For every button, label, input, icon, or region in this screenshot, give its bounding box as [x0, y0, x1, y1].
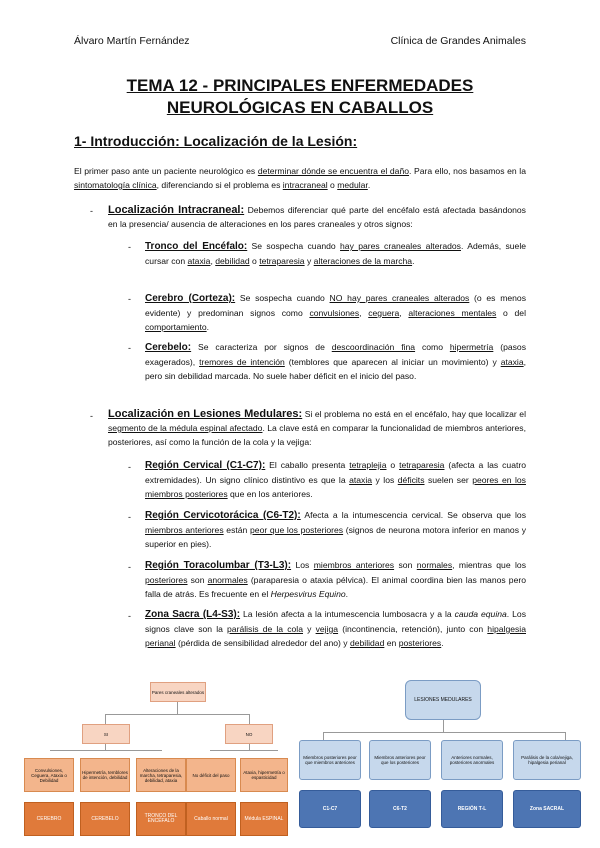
header-author: Álvaro Martín Fernández: [74, 35, 190, 47]
flow-root-box: Pares craneales alterados: [150, 682, 206, 702]
title-line-2: NEUROLÓGICAS EN CABALLOS: [166, 98, 434, 117]
intracranial-flowchart: [20, 672, 290, 842]
cervical-paragraph: Región Cervical (C1-C7): El caballo presenta tetraplejia o tetraparesia (afecta a las cuatro extremidades). Un signo clínico distintivo es que la ataxia y los déficits suelen ser peores en los miembros posteriores que en los anteriores.: [145, 460, 526, 499]
bullet-dash: -: [128, 462, 131, 472]
cervicothoracic-paragraph: Región Cervicotorácica (C6-T2): Afecta a la intumescencia cervical. Se observa que los miembros anteriores están peor que los posteriores (signos de neurona motora inferior en manos y superior en pies).: [145, 510, 526, 549]
flow-result-box: CEREBRO: [24, 802, 74, 836]
section-heading: 1- Introducción: Localización de la Lesión:: [74, 133, 358, 149]
flow-level2-box: Ataxia, hipermetría o espasticidad: [240, 758, 288, 792]
brainstem-paragraph: Tronco del Encéfalo: Se sospecha cuando hay pares craneales alterados. Además, suele cursar con ataxia, debilidad o tetraparesia y alteraciones de la marcha.: [145, 241, 527, 266]
spinal-result-box: Zona SACRAL: [513, 790, 581, 828]
flow-no-box: NO: [225, 724, 273, 744]
bullet-dash: -: [128, 294, 131, 304]
spinal-result-box: C1-C7: [299, 790, 361, 828]
flow-level2-box: Alteraciones de la marcha, tetraparesia, debilidad, ataxia: [136, 758, 186, 792]
sacral-paragraph: Zona Sacra (L4-S3): La lesión afecta a la intumescencia lumbosacra y a la cauda equina. Los signos clave son la parálisis de la cola y vejiga (incontinencia, retención), junto con hipalgesia perianal (pérdida de sensibilidad alrededor del ano) y debilidad en posteriores.: [145, 609, 526, 648]
spinal-result-box: REGIÓN T-L: [441, 790, 503, 828]
spinal-criteria-box: Anteriores normales, posteriores anormales: [441, 740, 503, 780]
spinal-paragraph: Localización en Lesiones Medulares: Si el problema no está en el encéfalo, hay que localizar el segmento de la médula espinal afectado. La clave está en comparar la funcionalidad de miembros anteriores, posteriores, así como la función de la cola y la vejiga:: [108, 408, 526, 447]
intracranial-paragraph: Localización Intracraneal: Debemos diferenciar qué parte del encéfalo está afectada basándonos en la presencia/ ausencia de alteraciones en los pares craneales y otros signos:: [108, 204, 526, 229]
bullet-dash: -: [90, 206, 93, 216]
spinal-criteria-box: Miembros anteriores peor que los posteriores: [369, 740, 431, 780]
cerebellum-paragraph: Cerebelo: Se caracteriza por signos de descoordinación fina como hipermetría (pasos exagerados), tremores de intención (temblores que aparecen al iniciar un movimiento) y ataxia, pero sin debilidad marcada. No suele haber déficit en el inicio del paso.: [145, 342, 527, 381]
title-line-1: TEMA 12 - PRINCIPALES ENFERMEDADES: [126, 76, 474, 95]
flow-yes-box: SI: [82, 724, 130, 744]
spinal-result-box: C6-T2: [369, 790, 431, 828]
intro-paragraph: El primer paso ante un paciente neurológico es determinar dónde se encuentra el daño. Para ello, nos basamos en la sintomatología clínica, diferenciando si el problema es intracraneal o medular.: [74, 166, 526, 190]
flow-result-box: TRONCO DEL ENCÉFALO: [136, 802, 186, 836]
cerebrum-paragraph: Cerebro (Corteza): Se sospecha cuando NO hay pares craneales alterados (o es menos evidente) y predominan signos como convulsiones, ceguera, alteraciones mentales o del comportamiento.: [145, 293, 526, 332]
bullet-dash: -: [128, 611, 131, 621]
bullet-dash: -: [128, 562, 131, 572]
flow-result-box: Médula ESPINAL: [240, 802, 288, 836]
bullet-dash: -: [128, 242, 131, 252]
flow-result-box: CEREBELO: [80, 802, 130, 836]
spinal-root-box: LESIONES MEDULARES: [405, 680, 481, 720]
flow-result-box: Caballo normal: [186, 802, 236, 836]
spinal-criteria-box: Miembros posteriores peor que miembros anteriores: [299, 740, 361, 780]
bullet-dash: -: [128, 512, 131, 522]
spinal-criteria-box: Parálisis de la cola/vejiga, hipalgesia perianal: [513, 740, 581, 780]
flow-level2-box: No déficit del paso: [186, 758, 236, 792]
bullet-dash: -: [90, 411, 93, 421]
thoracolumbar-paragraph: Región Toracolumbar (T3-L3): Los miembros anteriores son normales, mientras que los posteriores son anormales (paraparesia o ataxia pélvica). El animal coordina bien las manos pero falla de atrás. Es frecuente en el Herpesvirus Equino.: [145, 560, 526, 599]
flow-level2-box: Convulsiones, Ceguera, Ataxia o Debilidad: [24, 758, 74, 792]
spinal-flowchart: [295, 676, 585, 836]
bullet-dash: -: [128, 343, 131, 353]
header-course: Clínica de Grandes Animales: [390, 35, 526, 47]
flow-level2-box: Hipermetría, temblores de intención, debilidad: [80, 758, 130, 792]
